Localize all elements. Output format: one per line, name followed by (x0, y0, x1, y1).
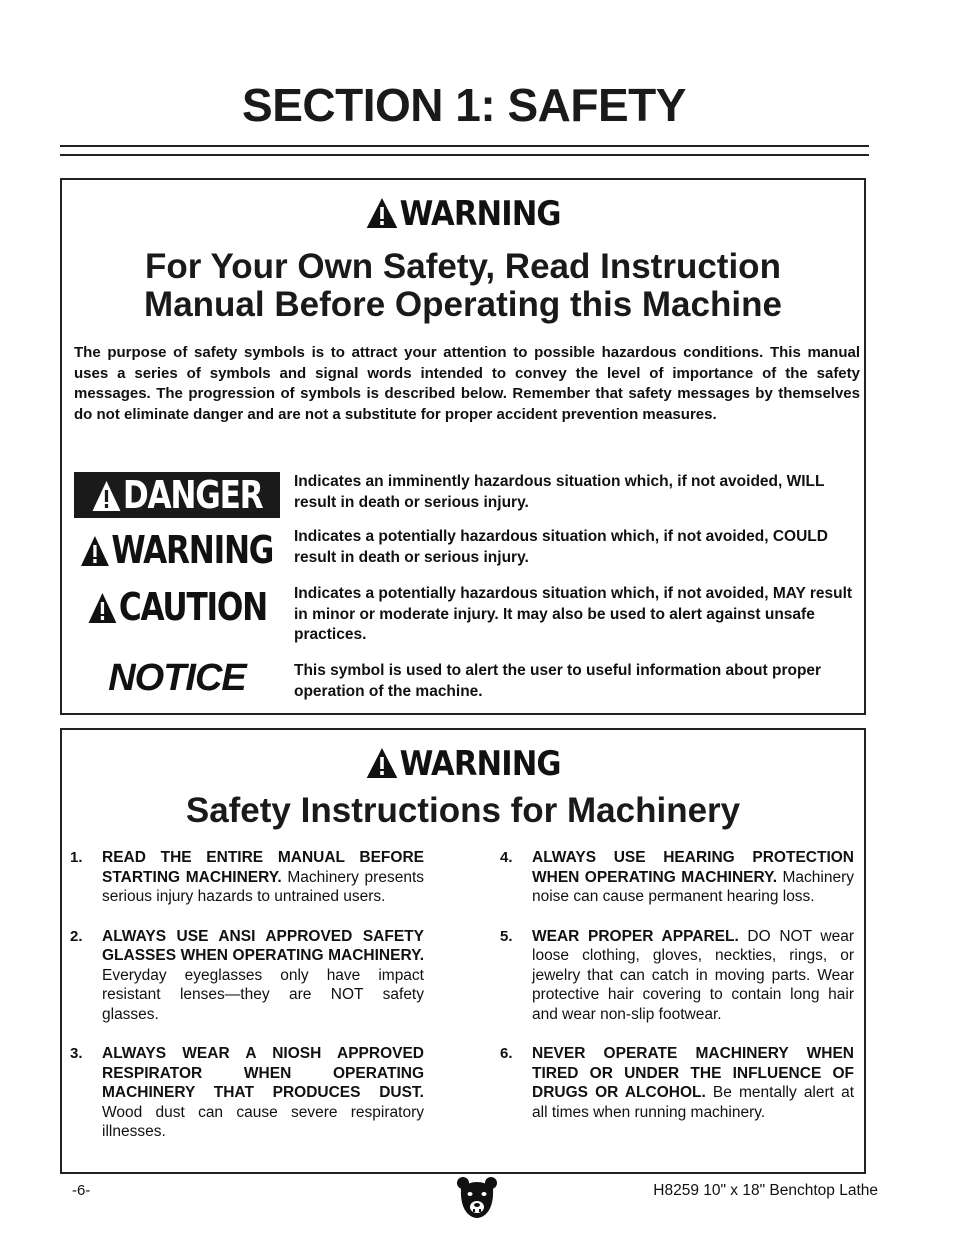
caution-triangle-icon (87, 592, 117, 624)
bear-logo-icon (456, 1176, 498, 1222)
warning-triangle-icon (365, 197, 397, 229)
page-number: -6- (72, 1182, 91, 1199)
safety-symbols-box (60, 178, 866, 715)
instruction-item: 1. READ THE ENTIRE MANUAL BEFORE STARTING MACHINERY. Machinery presents serious injury hazards to untrained users. (70, 849, 425, 905)
headline-line1: For Your Own Safety, Read Instruction (145, 247, 781, 286)
instructions-left-column (70, 848, 424, 1162)
danger-description: Indicates an imminently hazardous situation which, if not avoided, WILL result in death or serious injury. (294, 473, 825, 511)
instruction-item: 4. ALWAYS USE HEARING PROTECTION WHEN OPERATING MACHINERY. Machinery noise can cause permanent hearing loss. (500, 849, 854, 905)
instruction-item: 2. ALWAYS USE ANSI APPROVED SAFETY GLASSES WHEN OPERATING MACHINERY. Everyday eyeglasses only have impact resistant lenses—they are NOT safety glasses. (70, 927, 424, 1023)
warning-header-text: WARNING (399, 194, 561, 234)
model-name: H8259 10" x 18" Benchtop Lathe (653, 1182, 878, 1199)
signal-row-danger (74, 472, 860, 522)
headline-line2: Manual Before Operating this Machine (144, 285, 782, 324)
warning-header-text-2: WARNING (399, 744, 561, 784)
warning-triangle-icon (365, 747, 397, 779)
title-rule-top (60, 145, 869, 147)
title-rule-bottom (60, 154, 869, 156)
instruction-item: 5. WEAR PROPER APPAREL. DO NOT wear loose clothing, gloves, neckties, rings, or jewelry that can catch in moving parts. Wear protective hair covering to contain long hair and wear non-slip footwear. (500, 927, 854, 1023)
instruction-item: 3. ALWAYS WEAR A NIOSH APPROVED RESPIRATOR WHEN OPERATING MACHINERY THAT PRODUCES DUST. Wood dust can cause severe respiratory illnesses. (70, 1045, 424, 1140)
notice-description: This symbol is used to alert the user to useful information about proper operation of the machine. (294, 662, 822, 700)
notice-label: NOTICE (108, 656, 246, 699)
danger-triangle-icon (92, 480, 122, 512)
warning-header-2 (102, 744, 824, 784)
warning-description: Indicates a potentially hazardous situation which, if not avoided, COULD result in death or serious injury. (294, 528, 828, 566)
caution-description: Indicates a potentially hazardous situation which, if not avoided, MAY result in minor or moderate injury. It may also be used to alert against unsafe practices. (294, 585, 853, 643)
warning-label: WARNING (74, 527, 280, 573)
machinery-safety-box (60, 728, 866, 1174)
danger-label: DANGER (74, 472, 280, 518)
warning-triangle-icon (81, 535, 111, 567)
caution-label: CAUTION (74, 584, 280, 630)
warning-header (102, 194, 824, 234)
instruction-item: 6. NEVER OPERATE MACHINERY WHEN TIRED OR UNDER THE INFLUENCE OF DRUGS OR ALCOHOL. Be mentally alert at all times when running machinery. (500, 1045, 855, 1121)
instructions-right-column (500, 848, 854, 1142)
signal-row-caution (74, 584, 860, 643)
intro-paragraph: The purpose of safety symbols is to attract your attention to possible hazardous conditions. This manual uses a series of symbols and signal words intended to convey the level of importance of the safety messages. The progression of symbols is described below. Remember that safety messages by themselves do not eliminate danger and are not a substitute for proper accident prevention measures. (74, 344, 860, 423)
machinery-title: Safety Instructions for Machinery (185, 791, 741, 830)
section-title: SECTION 1: SAFETY (242, 79, 686, 131)
signal-row-notice (74, 656, 860, 711)
signal-row-warning (74, 527, 860, 577)
